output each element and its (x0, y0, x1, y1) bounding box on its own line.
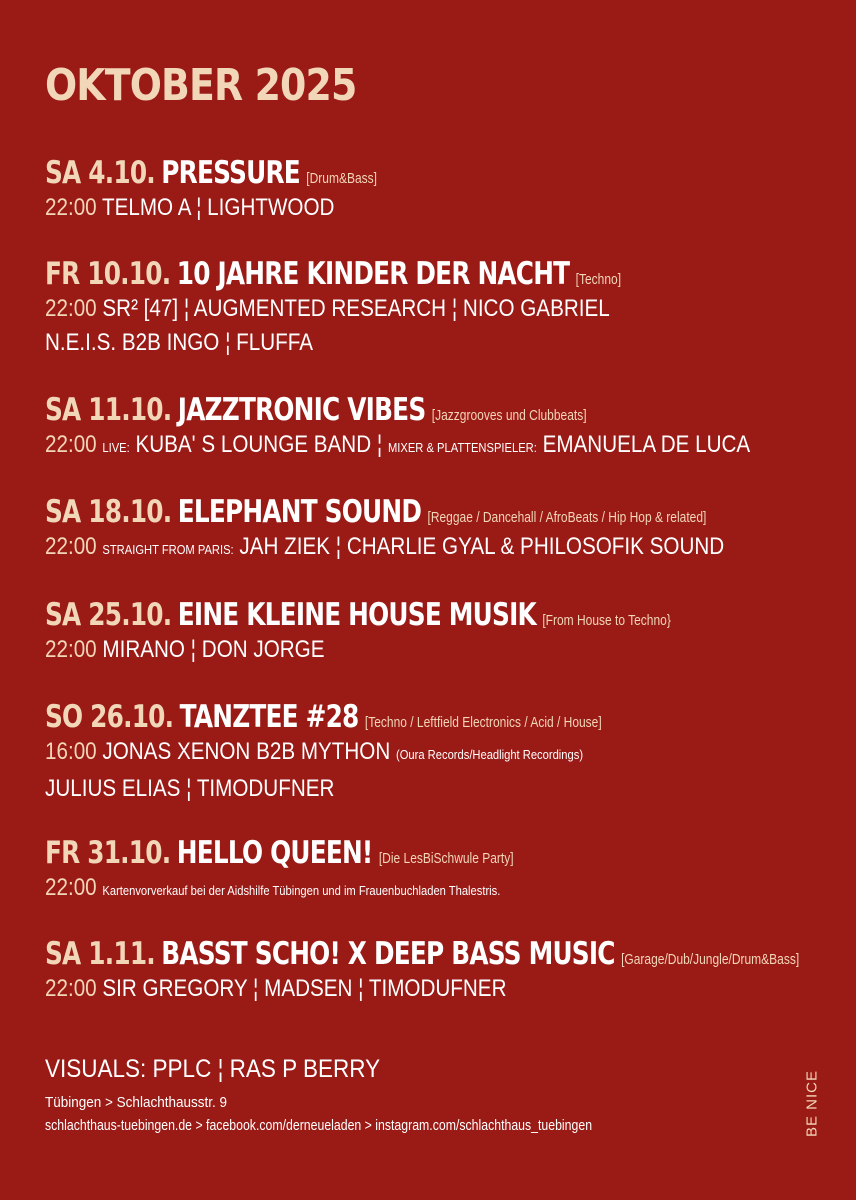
event-date: FR 10.10. (45, 256, 171, 292)
event-date: SA 4.10. (45, 155, 155, 191)
event-lineup (45, 530, 734, 567)
event-genre: [Garage/Dub/Jungle/Drum&Bass] (621, 951, 800, 968)
event-artists: SR² [47] ¦ AUGMENTED RESEARCH ¦ NICO GABRIEL (102, 295, 610, 322)
event-artists: MIRANO ¦ DON JORGE (102, 636, 325, 663)
event-genre: [From House to Techno} (542, 612, 671, 629)
event-name: 10 JAHRE KINDER DER NACHT (176, 256, 570, 292)
event-lineup (45, 191, 734, 225)
event-time: 22:00 (45, 636, 97, 663)
event-eine-kleine-house-musik (45, 597, 846, 667)
event-artists: JONAS XENON B2B MYTHON (102, 738, 391, 765)
event-jazztronic-vibes (45, 392, 846, 465)
event-date: SA 1.11. (45, 936, 155, 972)
event-genre: [Techno / Leftfield Electronics / Acid / House] (364, 714, 602, 731)
visuals-credit: VISUALS: PPLC ¦ RAS P BERRY (45, 1055, 381, 1083)
event-genre: [Drum&Bass] (306, 170, 377, 187)
event-lineup (45, 735, 734, 772)
event-time: 22:00 (45, 431, 97, 458)
event-note: Kartenvorverkauf bei der Aidshilfe Tübingen und im Frauenbuchladen Thalestris. (102, 883, 501, 898)
event-date: FR 31.10. (45, 835, 171, 871)
event-genre: [Techno] (575, 271, 622, 288)
event-artists: EMANUELA DE LUCA (542, 431, 751, 458)
event-artists: JAH ZIEK ¦ CHARLIE GYAL & PHILOSOFIK SOUND (239, 533, 725, 560)
be-nice-text: BE NICE (803, 1070, 821, 1138)
event-time: 22:00 (45, 975, 97, 1002)
event-name: ELEPHANT SOUND (177, 494, 422, 530)
event-time: 22:00 (45, 295, 97, 322)
event-lineup (45, 428, 751, 465)
event-time: 22:00 (45, 874, 97, 901)
event-lineup (45, 871, 734, 908)
event-genre: [Jazzgrooves und Clubbeats] (431, 407, 587, 424)
event-artists: SIR GREGORY ¦ MADSEN ¦ TIMODUFNER (102, 975, 507, 1002)
event-basst-scho (45, 936, 846, 1006)
event-elephant-sound (45, 494, 846, 567)
event-name: PRESSURE (161, 155, 300, 191)
event-date: SA 18.10. (45, 494, 172, 530)
event-prefix: MIXER & PLATTENSPIELER: (387, 440, 537, 455)
event-name: BASST SCHO! X DEEP BASS MUSIC (161, 936, 615, 972)
event-artists: TELMO A ¦ LIGHTWOOD (102, 194, 335, 221)
event-lineup (45, 633, 734, 667)
event-artists-line2: JULIUS ELIAS ¦ TIMODUFNER (45, 775, 335, 802)
event-artists: KUBA' S LOUNGE BAND ¦ (135, 431, 383, 458)
event-date: SA 25.10. (45, 597, 172, 633)
venue-address: Tübingen > Schlachthausstr. 9 (45, 1094, 227, 1111)
event-lineup (45, 972, 734, 1006)
event-lineup (45, 292, 734, 326)
event-time: 22:00 (45, 533, 97, 560)
event-label-info: (Oura Records/Headlight Recordings) (396, 747, 584, 762)
event-name: JAZZTRONIC VIBES (177, 392, 426, 428)
event-date: SO 26.10. (45, 699, 174, 735)
event-name: EINE KLEINE HOUSE MUSIK (177, 597, 536, 633)
event-kinder-der-nacht (45, 256, 846, 360)
page-title: OKTOBER 2025 (45, 60, 357, 111)
event-tanztee (45, 699, 846, 806)
event-genre: [Reggae / Dancehall / AfroBeats / Hip Hop & related] (427, 509, 707, 526)
event-name: HELLO QUEEN! (176, 835, 373, 871)
event-time: 16:00 (45, 738, 97, 765)
event-time: 22:00 (45, 194, 97, 221)
event-date: SA 11.10. (45, 392, 172, 428)
event-genre: [Die LesBiSchwule Party] (378, 850, 514, 867)
event-hello-queen (45, 835, 846, 908)
event-pressure (45, 155, 846, 225)
event-artists-line2: N.E.I.S. B2B INGO ¦ FLUFFA (45, 329, 314, 356)
web-links: schlachthaus-tuebingen.de > facebook.com/derneueladen > instagram.com/schlachthaus_tuebingen (45, 1117, 593, 1134)
event-prefix: STRAIGHT FROM PARIS: (102, 542, 234, 557)
event-name: TANZTEE #28 (179, 699, 359, 735)
event-prefix: LIVE: (102, 440, 130, 455)
